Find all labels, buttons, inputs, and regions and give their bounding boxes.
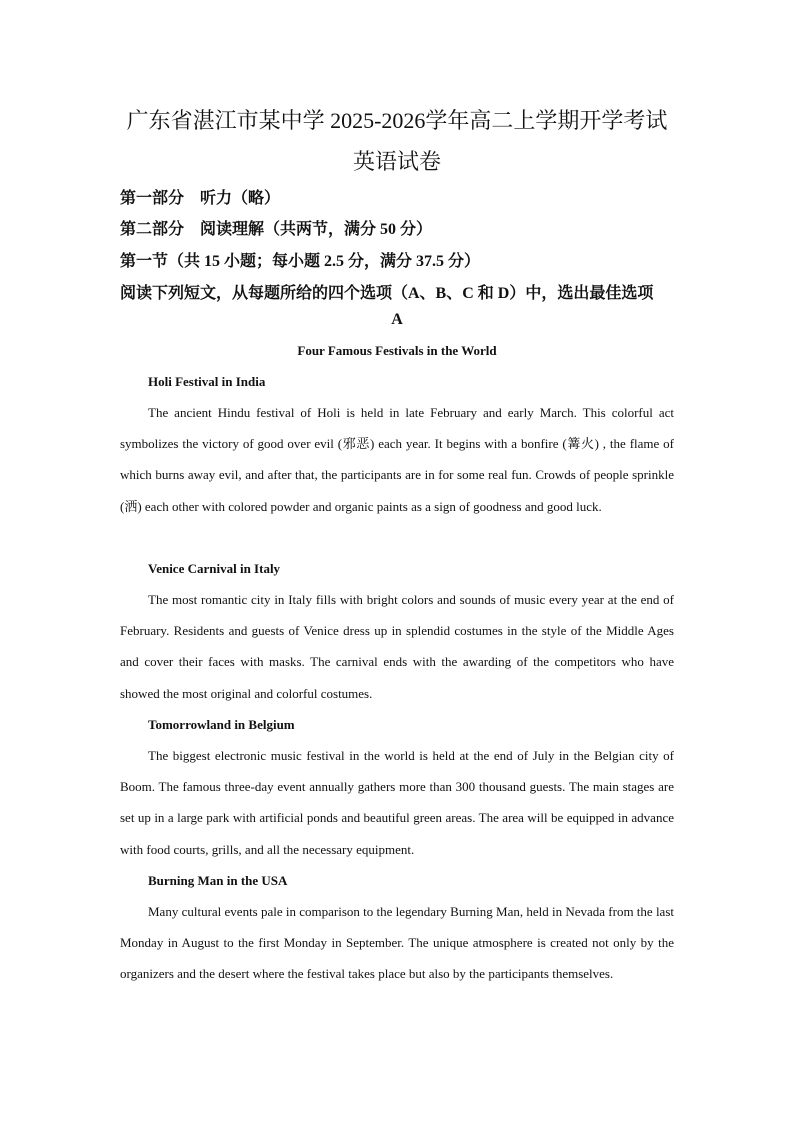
passage-label: A bbox=[391, 311, 403, 328]
festival-paragraph: The biggest electronic music festival in the world is held at the end of July in the Belgian city of Boom. The famous three-day event annually gathers more than 300 thousand guests. The main stages are set up in a large park with artificial ponds and beautiful green areas. The area will be equipped in advance with food courts, grills, and all the necessary equipment. bbox=[120, 748, 674, 857]
part1-heading: 第一部分 听力（略） bbox=[120, 190, 281, 207]
exam-title: 广东省湛江市某中学 2025-2026学年高二上学期开学考试 bbox=[126, 108, 668, 133]
exam-subtitle: 英语试卷 bbox=[352, 149, 441, 174]
festival-heading: Burning Man in the USA bbox=[148, 873, 288, 888]
festival-heading: Holi Festival in India bbox=[148, 374, 266, 389]
festival-paragraph: The ancient Hindu festival of Holi is held in late February and early March. This colorful act symbolizes the victory of good over evil (邪恶) each year. It begins with a bonfire (篝火) , the flame of which burns away evil, and after that, the participants are in for some real fun. Crowds of people sprinkle (洒) each other with colored powder and organic paints as a sign of goodness and good luck. bbox=[120, 405, 674, 514]
instruction-text: 阅读下列短文，从每题所给的四个选项（A、B、C 和 D）中，选出最佳选项 bbox=[120, 285, 654, 302]
festival-paragraph: The most romantic city in Italy fills with bright colors and sounds of music every year at the end of February. Residents and guests of Venice dress up in splendid costumes in the style of the Middle Ages and cover their faces with masks. The carnival ends with the awarding of the competitors who have showed the most original and colorful costumes. bbox=[120, 592, 674, 701]
passage-title: Four Famous Festivals in the World bbox=[297, 343, 497, 358]
section1-heading: 第一节（共 15 小题；每小题 2.5 分，满分 37.5 分） bbox=[120, 253, 481, 270]
festival-paragraph: Many cultural events pale in comparison to the legendary Burning Man, held in Nevada from the last Monday in August to the first Monday in September. The unique atmosphere is created not only by the organizers and the desert where the festival takes place but also by the participants themselves. bbox=[120, 904, 674, 982]
festival-heading: Venice Carnival in Italy bbox=[148, 561, 281, 576]
part2-heading: 第二部分 阅读理解（共两节，满分 50 分） bbox=[120, 221, 433, 238]
festival-heading: Tomorrowland in Belgium bbox=[148, 717, 295, 732]
